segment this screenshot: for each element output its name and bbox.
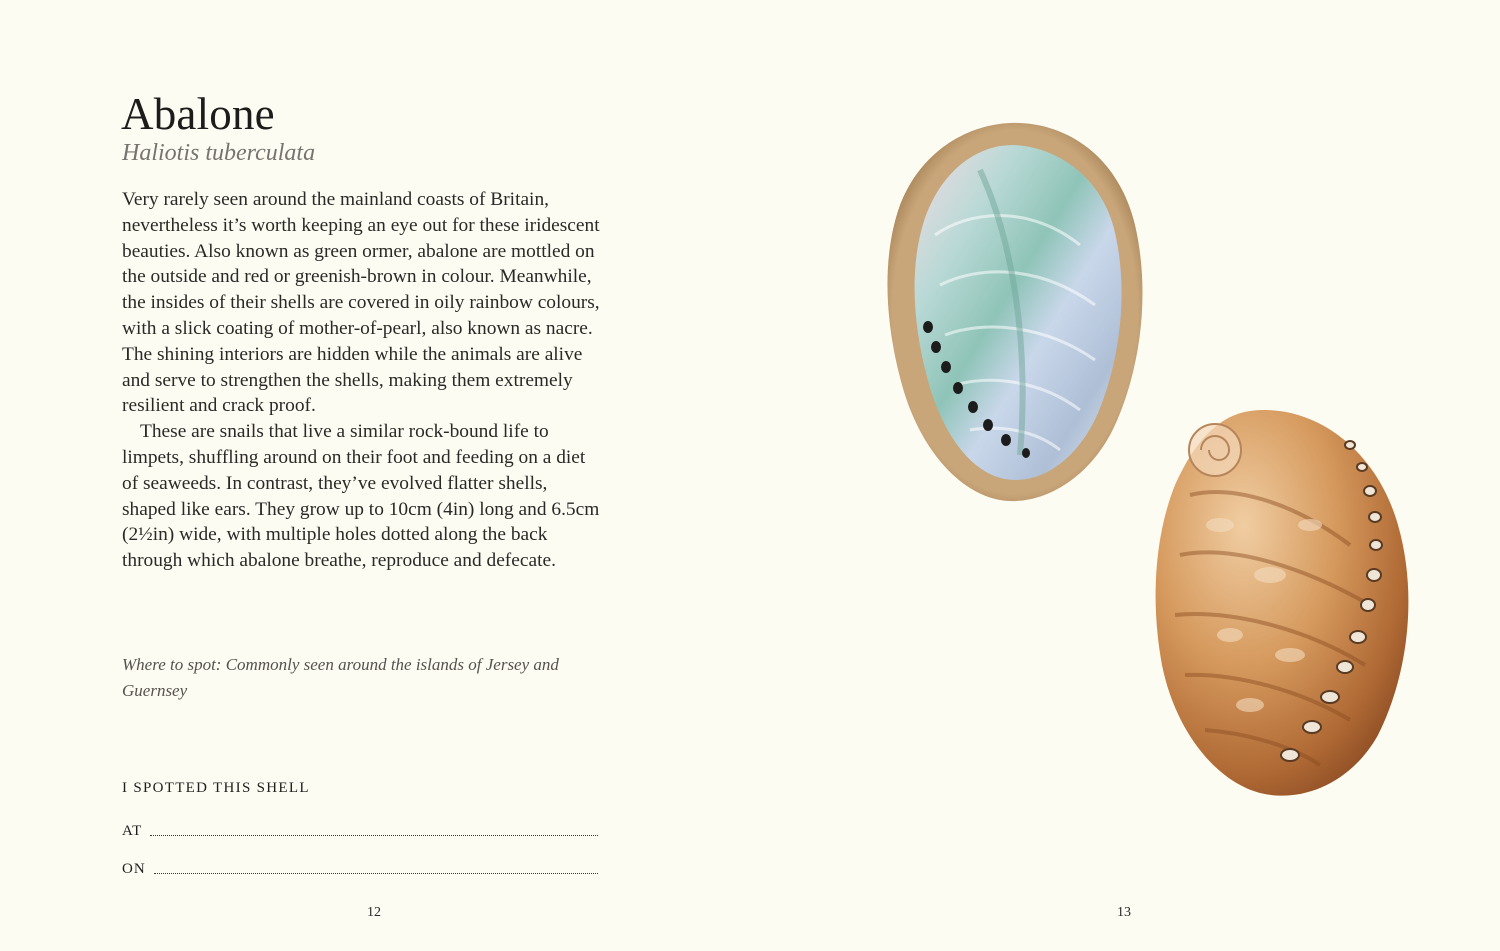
spotted-on-line[interactable] [154, 873, 598, 874]
spotted-at-label: AT [122, 823, 143, 839]
abalone-interior-illustration [880, 115, 1150, 510]
body-paragraph-2: These are snails that live a similar rock-bound life to limpets, shuffling around on their foot and feeding on a diet of seaweeds. In contrast, they’ve evolved flatter shells, shaped like ears. They grow up to 10cm (4in) long and 6.5cm (2½in) wide, with multiple holes dotted along the back through which abalone breathe, reproduce and defecate. [122, 421, 600, 572]
spotted-on-label: ON [122, 861, 146, 877]
spotted-at-line[interactable] [150, 835, 598, 836]
body-paragraph-1: Very rarely seen around the mainland coasts of Britain, nevertheless it’s worth keeping an eye out for these iridescent beauties. Also known as green ormer, abalone are mottled on the outside and red or greenish-brown in colour. Meanwhile, the insides of their shells are covered in oily rainbow colours, with a slick coating of mother-of-pearl, also known as nacre. The shining interiors are hidden while the animals are alive and serve to strengthen the shells, making them extremely resilient and crack proof. [122, 189, 600, 417]
where-to-spot: Where to spot: Commonly seen around the islands of Jersey and Guernsey [122, 655, 559, 700]
spotted-at-field[interactable] [122, 816, 598, 840]
page-number-right: 13 [1117, 905, 1131, 920]
abalone-exterior-illustration [1150, 405, 1420, 800]
spotted-heading: I SPOTTED THIS SHELL [122, 780, 310, 796]
spotted-on-field[interactable] [122, 854, 598, 878]
page-number-left: 12 [367, 905, 381, 920]
entry-body [122, 187, 602, 574]
right-page [750, 0, 1500, 951]
entry-title: Abalone [121, 89, 275, 139]
latin-name: Haliotis tuberculata [122, 140, 316, 166]
